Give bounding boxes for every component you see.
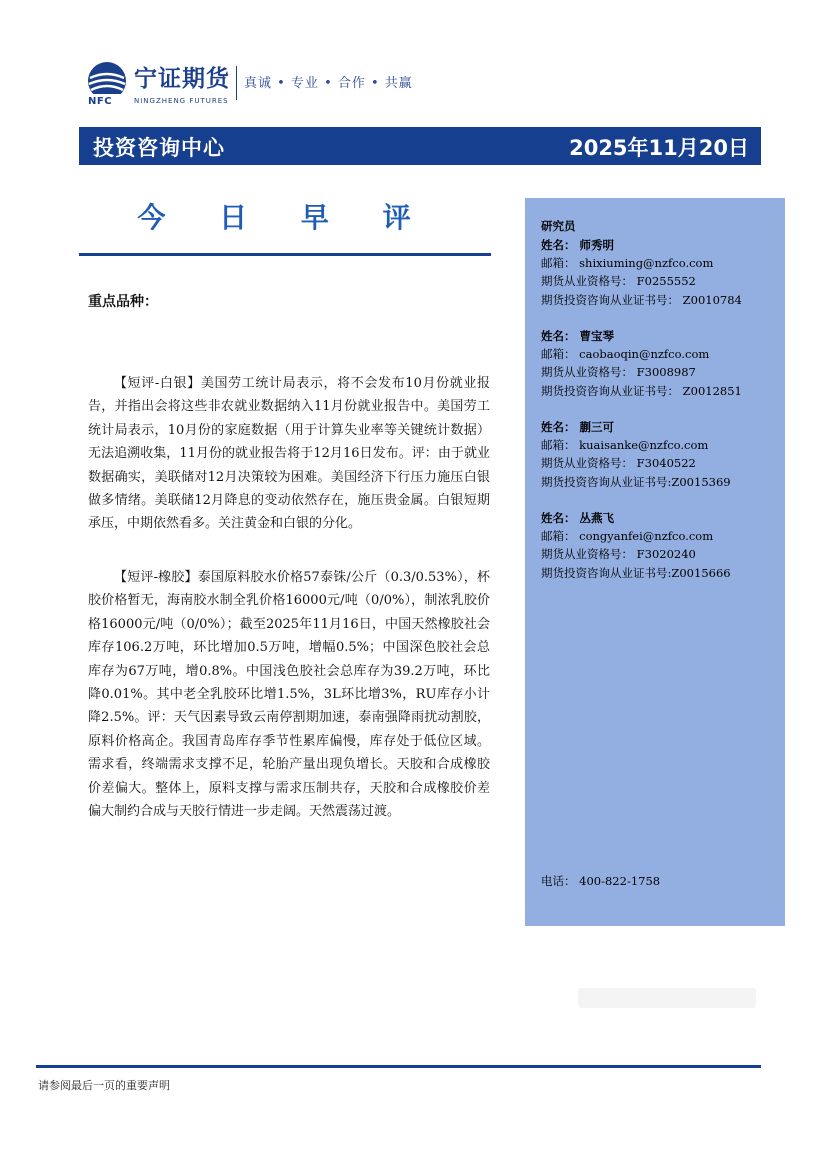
analyst-name: 姓名： 丛燕飞 — [541, 511, 615, 525]
report-title: 今 日 早 评 — [137, 201, 433, 234]
header-divider — [236, 66, 237, 100]
analyst-email: 邮箱： caobaoqin@nzfco.com — [541, 347, 710, 362]
company-name-en: NINGZHENG FUTURES — [134, 97, 229, 105]
analyst-name: 姓名： 蒯三可 — [541, 420, 615, 434]
analyst-sidebar — [525, 198, 785, 926]
contact-phone: 电话： 400-822-1758 — [541, 874, 661, 888]
company-name-cn: 宁证期货 — [134, 66, 230, 92]
company-slogan: 真诚 • 专业 • 合作 • 共赢 — [244, 76, 413, 91]
section-label: 重点品种： — [88, 294, 158, 310]
department-name: 投资咨询中心 — [93, 136, 225, 160]
header-band — [79, 127, 761, 165]
analyst-card — [541, 236, 742, 309]
company-abbr: NFC — [88, 96, 113, 107]
analyst-card — [541, 418, 731, 491]
analyst-advisory-license: 期货投资咨询从业证书号： Z0010784 — [541, 292, 742, 307]
analyst-license: 期货从业资格号： F3008987 — [541, 365, 696, 380]
analyst-email: 邮箱： shixiuming@nzfco.com — [541, 256, 714, 271]
commentary-rubber: 【短评-橡胶】泰国原料胶水价格57泰铢/公斤（0.3/0.53%），杯胶价格暂无，海南胶水制全乳价格16000元/吨（0/0%），制浓乳胶价格16000元/吨（0/0%）；截至2025年11月16日，中国天然橡胶社会库存106.2万吨，环比增加0.5万吨，增幅0.5%；中国深色胶社会总库存为67万吨，增0.8%。中国浅色胶社会总库存为39.2万吨，环比降0.01%。其中老全乳胶环比增1.5%，3L环比增3%，RU库存小计降2.5%。评：天气因素导致云南停割期加速，泰南强降雨扰动割胶，原料价格高企。我国青岛库存季节性累库偏慢，库存处于低位区域。需求看，终端需求支撑不足，轮胎产量出现负增长。天胶和合成橡胶价差偏大。整体上，原料支撑与需求压制共存，天胶和合成橡胶价差偏大制约合成与天胶行情进一步走阔。天然震荡过渡。 — [88, 570, 490, 820]
analyst-license: 期货从业资格号： F0255552 — [541, 274, 696, 289]
report-date: 2025年11月20日 — [569, 136, 749, 160]
analyst-advisory-license: 期货投资咨询从业证书号:Z0015666 — [541, 565, 731, 580]
title-underline — [79, 253, 491, 256]
analyst-license: 期货从业资格号： F3040522 — [541, 456, 696, 471]
analyst-email: 邮箱： kuaisanke@nzfco.com — [541, 438, 709, 453]
sidebar-heading: 研究员 — [541, 219, 576, 233]
analyst-advisory-license: 期货投资咨询从业证书号： Z0012851 — [541, 383, 742, 398]
analyst-email: 邮箱： congyanfei@nzfco.com — [541, 529, 714, 544]
commentary-silver: 【短评-白银】美国劳工统计局表示，将不会发布10月份就业报告，并指出会将这些非农就业数据纳入11月份就业报告中。美国劳工统计局表示，10月份的家庭数据（用于计算失业率等关键统计数据）无法追溯收集，11月份的就业报告将于12月16日发布。评：由于就业数据确实，美联储对12月决策较为困难。美国经济下行压力施压白银做多情绪。美联储12月降息的变动依然存在，施压贵金属。白银短期承压，中期依然看多。关注黄金和白银的分化。 — [88, 376, 490, 532]
company-logo — [86, 58, 236, 108]
footer-rule — [36, 1065, 761, 1068]
analyst-license: 期货从业资格号： F3020240 — [541, 547, 696, 562]
footer-disclaimer: 请参阅最后一页的重要声明 — [38, 1079, 170, 1092]
analyst-name: 姓名： 师秀明 — [541, 238, 615, 252]
faint-watermark — [578, 988, 756, 1008]
analyst-advisory-license: 期货投资咨询从业证书号:Z0015369 — [541, 474, 731, 489]
analyst-card — [541, 509, 731, 582]
analyst-name: 姓名： 曹宝琴 — [541, 329, 615, 343]
analyst-card — [541, 327, 742, 400]
